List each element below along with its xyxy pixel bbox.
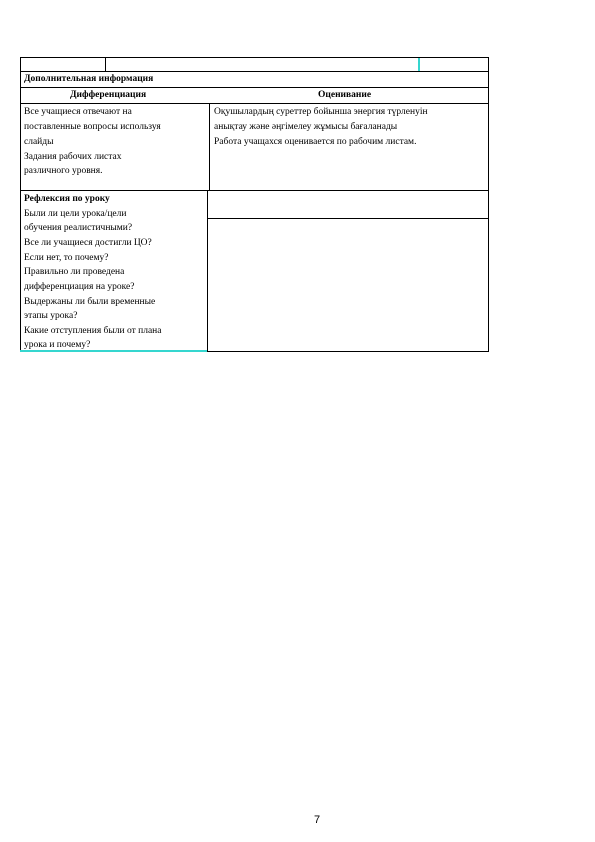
reflection-question: Выдержаны ли были временные bbox=[24, 297, 156, 307]
differentiation-line: Все учащиеся отвечают на bbox=[24, 107, 132, 117]
differentiation-heading: Дифференциация bbox=[70, 90, 147, 100]
additional-info-heading: Дополнительная информация bbox=[24, 74, 154, 84]
assessment-line: Оқушылардың суреттер бойынша энергия түрленуін bbox=[214, 107, 428, 117]
table-divider bbox=[20, 190, 489, 191]
reflection-title: Рефлексия по уроку bbox=[24, 194, 110, 204]
table-divider bbox=[105, 57, 106, 71]
table-divider bbox=[207, 190, 208, 352]
table-divider bbox=[20, 103, 489, 104]
table-border-right bbox=[488, 57, 489, 352]
table-border-left bbox=[20, 57, 21, 352]
differentiation-line: поставленные вопросы используя bbox=[24, 122, 161, 132]
differentiation-line: Задания рабочих листах bbox=[24, 152, 122, 162]
reflection-question: Какие отступления были от плана bbox=[24, 326, 162, 336]
assessment-line: анықтау және әңгімелеу жұмысы бағаланады bbox=[214, 122, 398, 132]
reflection-question: Правильно ли проведена bbox=[24, 267, 125, 277]
reflection-question: этапы урока? bbox=[24, 311, 78, 321]
reflection-question: обучения реалистичными? bbox=[24, 223, 133, 233]
assessment-line: Работа учащахся оценивается по рабочим листам. bbox=[214, 137, 417, 147]
reflection-question: Все ли учащиеся достигли ЦО? bbox=[24, 238, 152, 248]
differentiation-line: слайды bbox=[24, 137, 54, 147]
reflection-question: урока и почему? bbox=[24, 340, 91, 350]
accent-mark bbox=[418, 58, 420, 71]
table-divider bbox=[20, 71, 489, 72]
table-divider bbox=[209, 103, 210, 190]
page-number: 7 bbox=[314, 814, 321, 826]
table-divider bbox=[207, 218, 489, 219]
table-border-bottom bbox=[207, 351, 489, 352]
differentiation-line: различного уровня. bbox=[24, 166, 103, 176]
assessment-heading: Оценивание bbox=[318, 90, 372, 100]
reflection-question: Были ли цели урока/цели bbox=[24, 209, 127, 219]
reflection-question: дифференциация на уроке? bbox=[24, 282, 135, 292]
table-divider bbox=[20, 87, 489, 88]
reflection-question: Если нет, то почему? bbox=[24, 253, 109, 263]
